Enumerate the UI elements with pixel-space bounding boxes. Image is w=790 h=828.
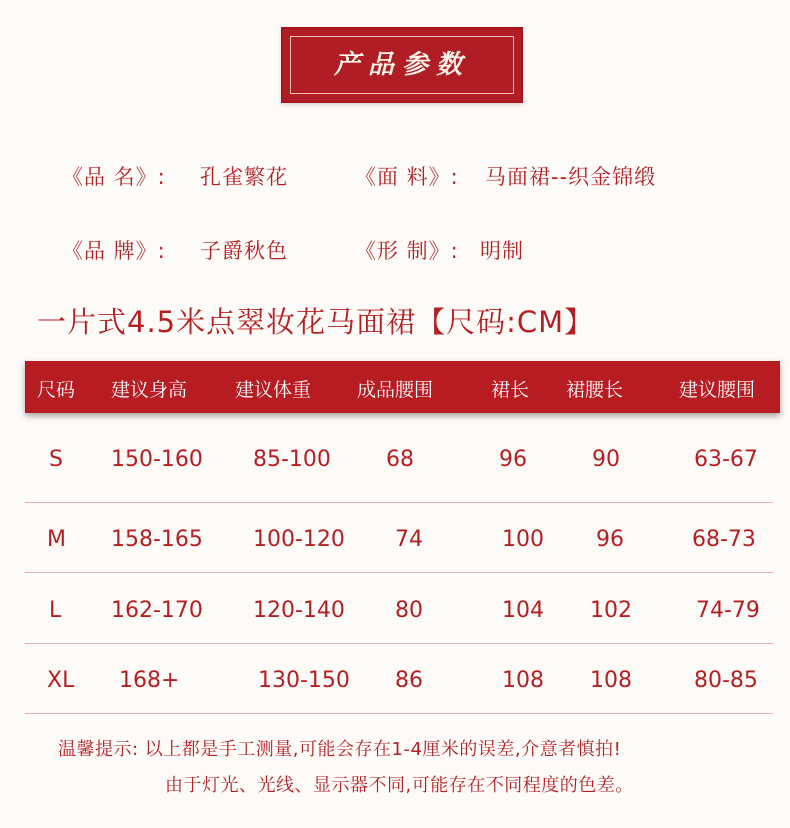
cell-finished-waist: 68 — [386, 447, 414, 472]
header-weight: 建议体重 — [235, 379, 312, 401]
warm-tip-line-1: 温馨提示: 以上都是手工测量,可能会存在1-4厘米的误差,介意者慎拍! — [58, 739, 622, 760]
header-finished-waist: 成品腰围 — [357, 379, 434, 401]
header-height: 建议身高 — [111, 379, 188, 401]
cell-size: L — [49, 598, 62, 623]
header-skirt-length: 裙长 — [491, 379, 530, 401]
header-suggested-waist: 建议腰围 — [679, 379, 756, 401]
cell-size: XL — [47, 668, 75, 693]
cell-waistband-length: 96 — [596, 527, 624, 552]
cell-suggested-waist: 74-79 — [696, 598, 760, 623]
form-value: 明制 — [480, 239, 524, 263]
brand-label: 《品 牌》: — [62, 239, 166, 263]
cell-suggested-waist: 80-85 — [694, 668, 758, 693]
header-waistband-length: 裙腰长 — [566, 379, 624, 401]
material-value: 马面裙--织金锦缎 — [485, 165, 657, 189]
cell-skirt-length: 108 — [502, 668, 544, 693]
brand-value: 子爵秋色 — [200, 239, 288, 263]
cell-finished-waist: 86 — [395, 668, 423, 693]
cell-weight: 85-100 — [253, 447, 331, 472]
table-row — [25, 573, 773, 644]
cell-weight: 120-140 — [253, 598, 345, 623]
product-name-label: 《品 名》: — [62, 165, 166, 189]
cell-weight: 100-120 — [253, 527, 345, 552]
cell-suggested-waist: 63-67 — [694, 447, 758, 472]
header-size: 尺码 — [37, 379, 76, 401]
table-header — [25, 361, 780, 413]
cell-size: S — [49, 447, 63, 472]
table-row — [25, 503, 773, 573]
cell-skirt-length: 96 — [499, 447, 527, 472]
warm-tip-line-2: 由于灯光、光线、显示器不同,可能存在不同程度的色差。 — [165, 775, 634, 796]
table-row — [25, 644, 773, 714]
cell-height: 158-165 — [111, 527, 203, 552]
row-divider — [25, 713, 773, 714]
cell-skirt-length: 104 — [502, 598, 544, 623]
cell-suggested-waist: 68-73 — [692, 527, 756, 552]
cell-height: 168+ — [119, 668, 180, 693]
cell-waistband-length: 90 — [592, 447, 620, 472]
cell-waistband-length: 108 — [590, 668, 632, 693]
cell-height: 150-160 — [111, 447, 203, 472]
table-row — [25, 413, 773, 503]
cell-finished-waist: 74 — [395, 527, 423, 552]
size-table-heading: 一片式4.5米点翠妆花马面裙【尺码:CM】 — [37, 305, 595, 339]
cell-weight: 130-150 — [258, 668, 350, 693]
product-name-value: 孔雀繁花 — [200, 165, 288, 189]
cell-height: 162-170 — [111, 598, 203, 623]
material-label: 《面 料》: — [355, 165, 459, 189]
banner-title: 产品参数 — [333, 50, 470, 80]
cell-finished-waist: 80 — [395, 598, 423, 623]
title-banner — [281, 27, 523, 103]
form-label: 《形 制》: — [355, 239, 459, 263]
cell-size: M — [47, 527, 66, 552]
cell-skirt-length: 100 — [502, 527, 544, 552]
cell-waistband-length: 102 — [590, 598, 632, 623]
